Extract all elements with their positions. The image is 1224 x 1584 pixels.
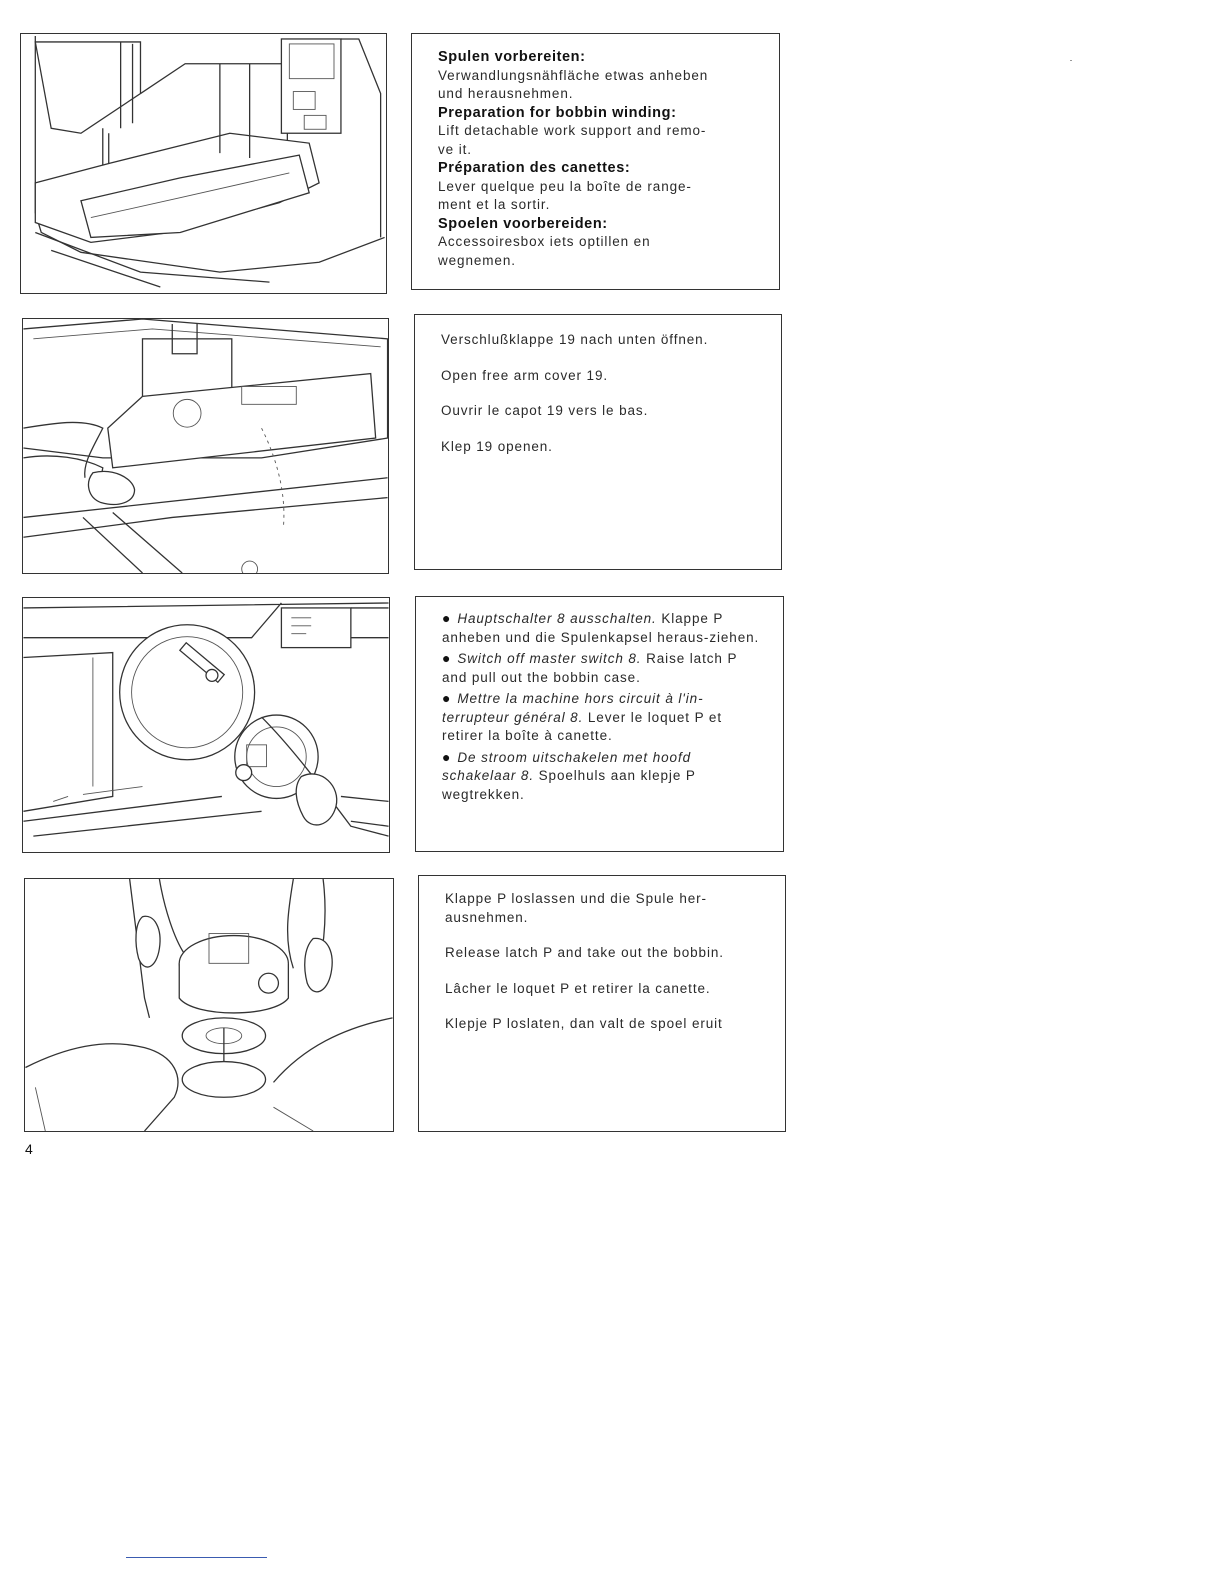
text-line: Lift detachable work support and remo-	[438, 123, 707, 138]
heading-fr: Préparation des canettes:	[438, 160, 631, 176]
bullet-item	[442, 649, 765, 687]
text-line: ve it.	[438, 141, 472, 157]
scan-speck	[1070, 60, 1072, 61]
free-arm-cover-illustration	[23, 319, 388, 573]
panel-1-text	[411, 33, 780, 290]
footer-line	[126, 1557, 267, 1558]
bullet-rest: Raise latch P and pull out the bobbin case.	[442, 651, 738, 685]
text-paragraph-en: Open free arm cover 19.	[441, 367, 609, 383]
bobbin-removal-illustration	[25, 879, 393, 1131]
text-line: Verwandlungsnähfläche etwas anheben	[438, 67, 709, 83]
panel-2-text	[414, 314, 782, 570]
text-line: Accessoiresbox iets optillen en	[438, 234, 651, 249]
bullet-icon: ●	[442, 690, 452, 706]
heading-nl: Spoelen voorbereiden:	[438, 215, 608, 232]
panel-3-text	[415, 596, 784, 852]
text-line: Lever quelque peu la boîte de range-	[438, 178, 692, 194]
bullet-italic: De stroom uitschakelen met hoofd schakelaar 8.	[442, 749, 692, 783]
text-paragraph-en: Release latch P and take out the bobbin.	[445, 945, 724, 960]
bullet-rest: Spoelhuls aan klepje P wegtrekken.	[442, 768, 696, 802]
text-line: und herausnehmen.	[438, 86, 574, 101]
bullet-item	[442, 748, 765, 805]
text-line: wegnemen.	[438, 252, 516, 268]
bullet-item	[442, 609, 765, 647]
text-paragraph-nl: Klepje P loslaten, dan valt de spoel eruit	[445, 1016, 723, 1031]
figure-remove-work-support	[20, 33, 387, 294]
bullet-icon: ●	[442, 610, 452, 626]
figure-pull-out-bobbin-case	[22, 597, 390, 853]
bullet-rest: Lever le loquet P et retirer la boîte à canette.	[442, 709, 722, 743]
figure-open-free-arm-cover	[22, 318, 389, 574]
text-paragraph-nl: Klep 19 openen.	[441, 438, 553, 454]
page-number: 4	[25, 1141, 33, 1157]
sewing-machine-illustration	[21, 34, 386, 293]
bullet-rest: Klappe P anheben und die Spulenkapsel heraus-ziehen.	[442, 611, 760, 645]
bullet-italic: Mettre la machine hors circuit à l'in-terrupteur général 8.	[442, 691, 704, 725]
text-paragraph-de: Klappe P loslassen und die Spule her-ausnehmen.	[445, 891, 707, 925]
bullet-item	[442, 689, 765, 746]
bobbin-case-illustration	[23, 598, 389, 852]
heading-en: Preparation for bobbin winding:	[438, 104, 677, 121]
text-paragraph-fr: Ouvrir le capot 19 vers le bas.	[441, 403, 649, 418]
text-line: ment et la sortir.	[438, 197, 551, 212]
figure-remove-bobbin	[24, 878, 394, 1132]
text-paragraph-de: Verschlußklappe 19 nach unten öffnen.	[441, 332, 709, 347]
bullet-icon: ●	[442, 650, 452, 666]
bullet-italic: Hauptschalter 8 ausschalten.	[457, 611, 657, 626]
bullet-icon: ●	[442, 748, 452, 765]
text-paragraph-fr: Lâcher le loquet P et retirer la canette.	[445, 980, 711, 996]
panel-4-text	[418, 875, 786, 1132]
heading-de: Spulen vorbereiten:	[438, 49, 586, 65]
bullet-italic: Switch off master switch 8.	[457, 651, 642, 666]
